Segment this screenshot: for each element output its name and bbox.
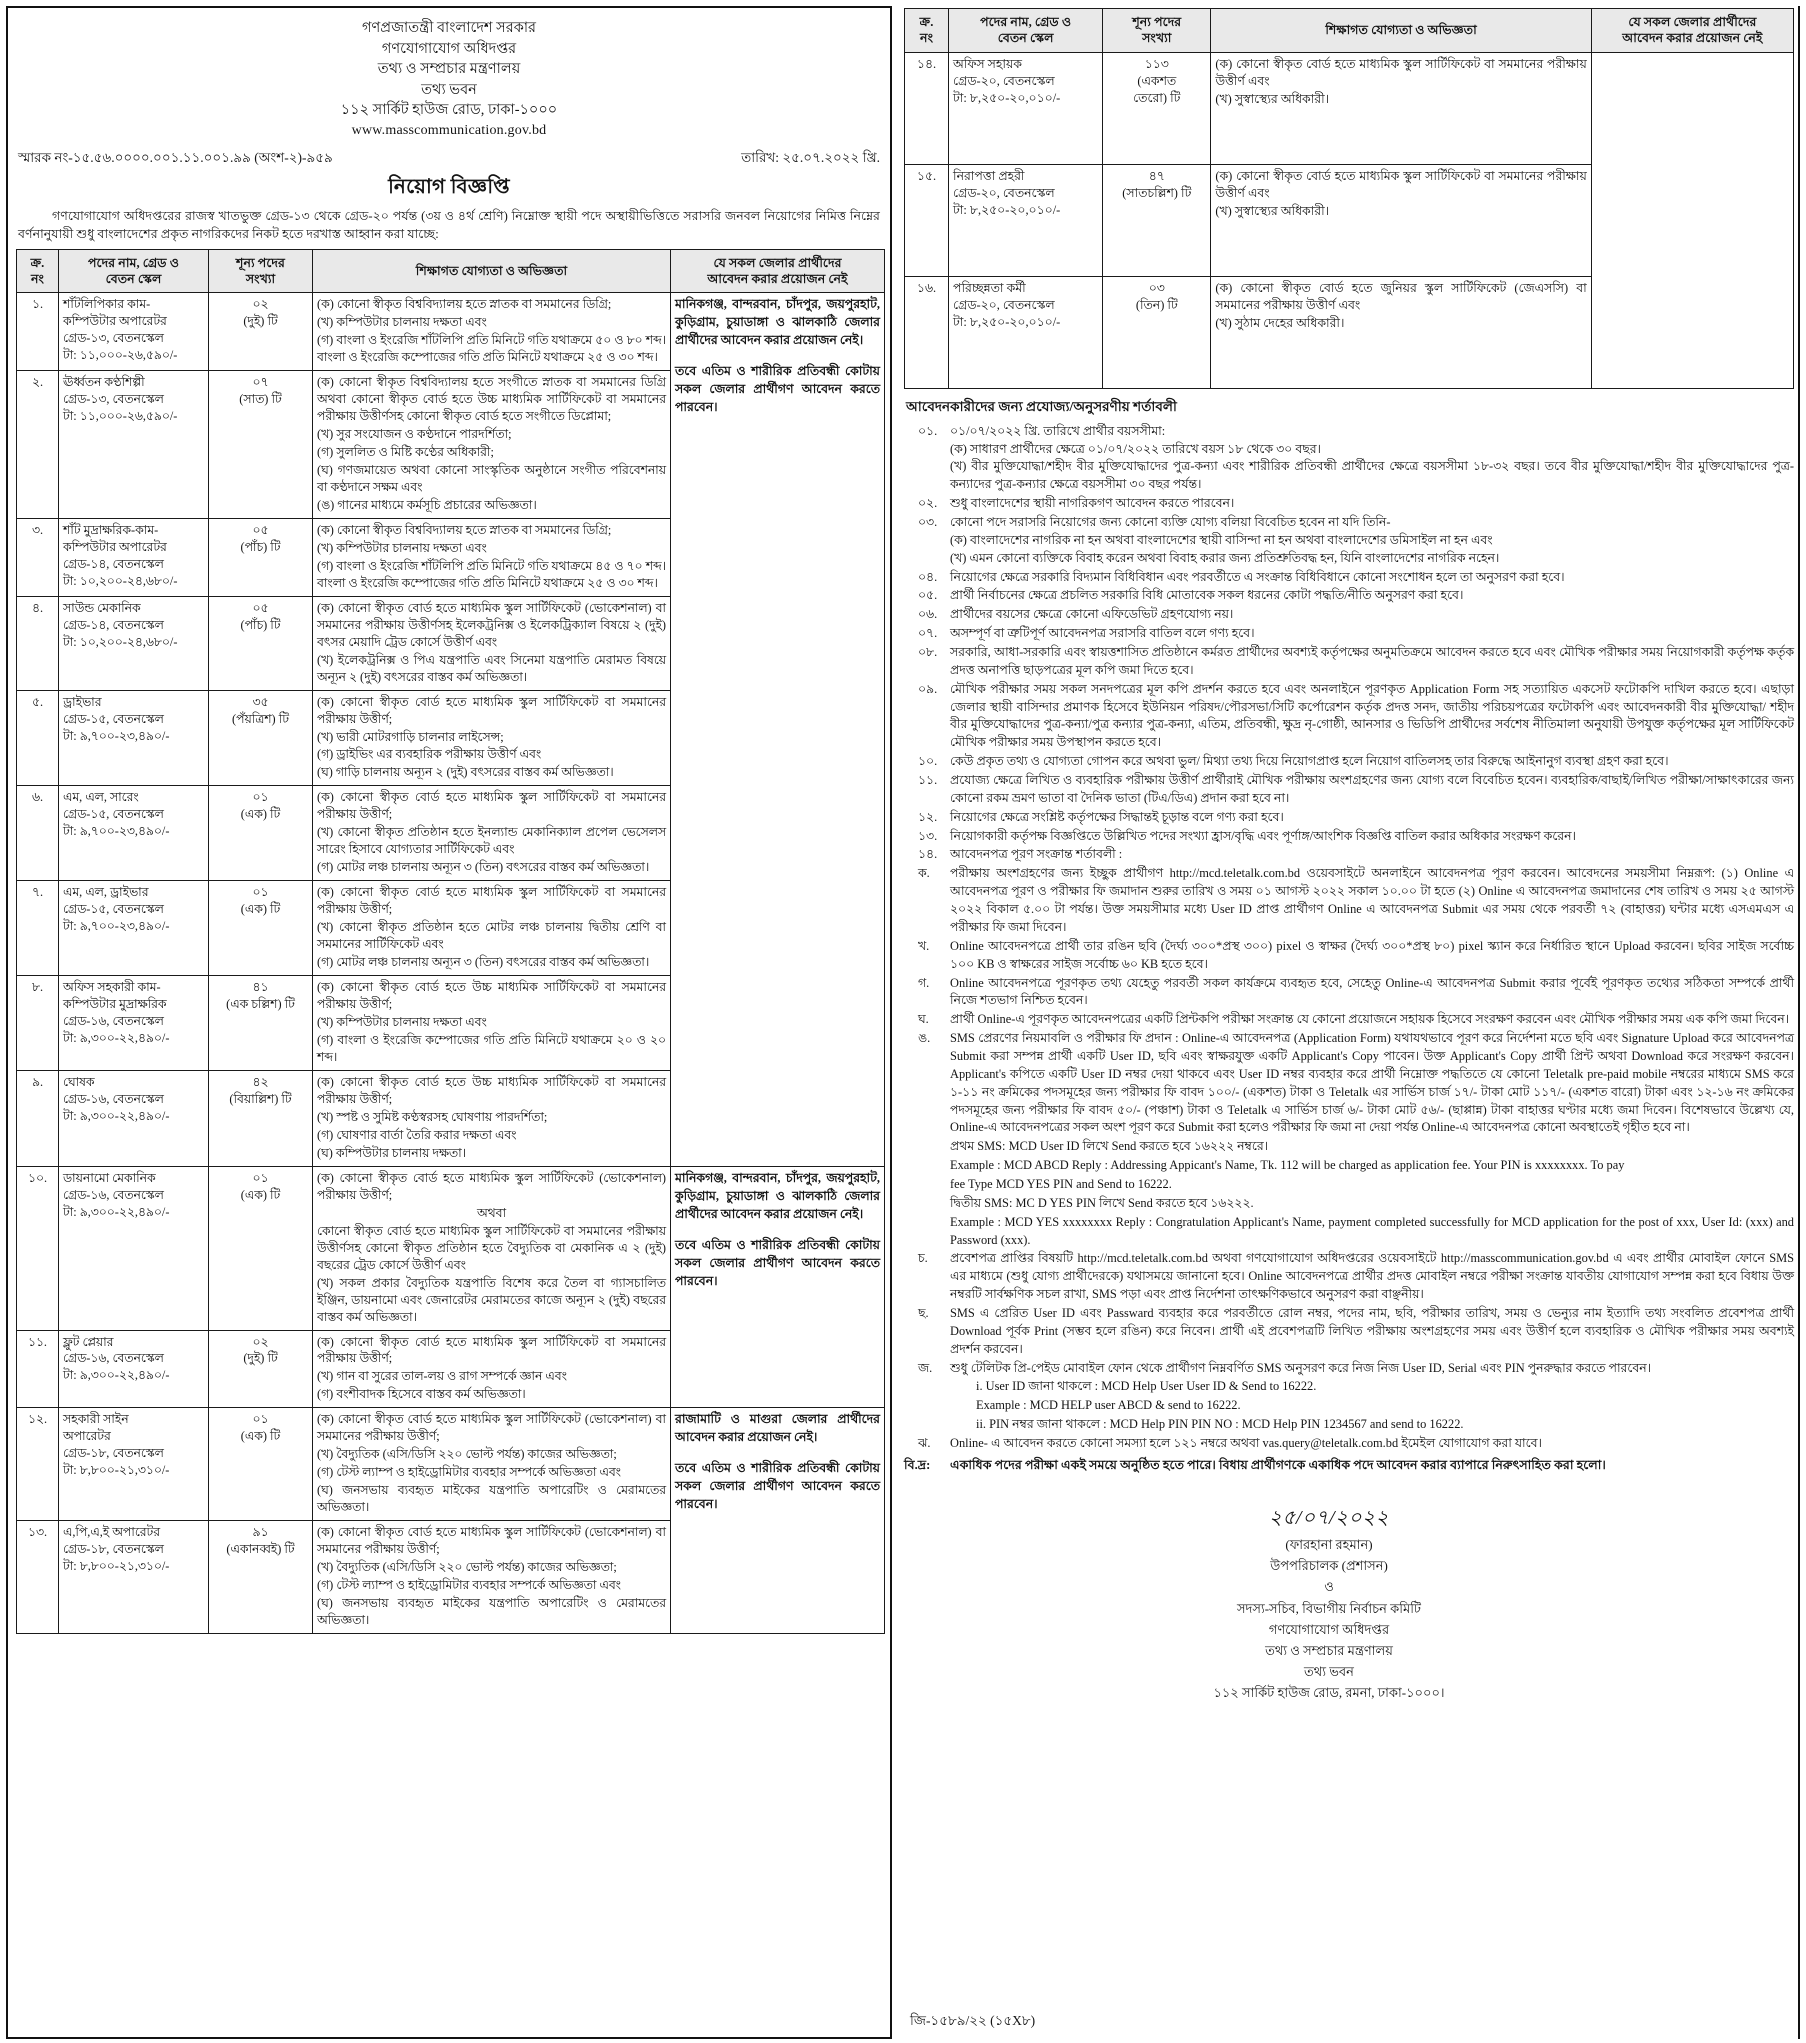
condition-paragraph: পরীক্ষায় অংশগ্রহণের জন্য ইচ্ছুক প্রার্থীগণ http://mcd.teletalk.com.bd ওয়েবসাইটে অনলাইনে আবেদনপত্র পূরণ করবেন। আবেদনের সময়সীমা নিম্নরূপ: (১) Online এ আবেদনপত্র পূরণ ও পরীক্ষার ফি জমাদান শুরুর তারিখ ও সময় ০১ আগস্ট ২০২২ সকাল ১০.০০ টা হতে (২) Online এ আবেদনপত্র জমাদানের শেষ তারিখ ও সময় ২৫ আগস্ট ২০২২ বিকাল ৫.০০ টা পর্যন্ত। উক্ত সময়সীমার মধ্যে User ID প্রাপ্ত প্রার্থীগণ Online এ আবেদনপত্র Submit এর সময় থেকে পরবর্তী ৭২ (বাহাত্তর) ঘন্টার মধ্যে এসএমএস এ পরীক্ষার ফি জমা দিবেন। [950,866,1794,934]
signatory-address: ১১২ সার্কিট হাউজ রোড, রমনা, ঢাকা-১০০০। [1213,1684,1445,1700]
district-note-extra: তবে এতিম ও শারীরিক প্রতিবন্ধী কোটায় সকল জেলার প্রার্থীগণ আবেদন করতে পারবেন। [675,1237,880,1288]
header-serial-r1: ক্র. [919,15,934,29]
condition-paragraph: কোনো পদে সরাসরি নিয়োগের জন্য কোনো ব্যক্তি যোগ্য বলিয়া বিবেচিত হবেন না যদি তিনি- [950,515,1391,530]
header-dist-line1: যে সকল জেলার প্রার্থীদের [713,255,842,270]
header-serial-right [905,9,949,53]
condition-item [904,495,1794,513]
letterhead-line-4: তথ্য ভবন [421,81,477,98]
cell-qualification: (ক) কোনো স্বীকৃত বিশ্ববিদ্যালয় হতে স্নাতক বা সমমানের ডিগ্রি; (খ) কম্পিউটার চালনায় দক্ষতা এবং (গ) বাংলা ও ইংরেজি শাঁটলিপি প্রতি মিনিটে গতি যথাক্রমে ৪৫ ও ৭০ শব্দ। বাংলা ও ইংরেজি কম্পোজের গতি প্রতি মিনিটে যথাক্রমে ২৫ ও ৩০ শব্দ। [313,518,671,596]
cell-post: ডায়নামো মেকানিক গ্রেড-১৬, বেতনস্কেল টা: ৯,৩০০-২২,৪৯০/- [59,1166,209,1330]
condition-paragraph: কেউ প্রকৃত তথ্য ও যোগ্যতা গোপন করে অথবা ভুল/ মিথ্যা তথ্য দিয়ে নিয়োগপ্রাপ্ত হলে নিয়োগ বাতিলসহ তার বিরুদ্ধে আইনানুগ ব্যবস্থা গ্রহণ করা হবে। [950,754,1669,769]
footnote-marker: বি.দ্র: [904,1457,931,1472]
cell-serial: ৮. [17,976,59,1071]
condition-text [950,606,1794,624]
cell-serial: ১৩. [17,1521,59,1634]
signatory-ministry: তথ্য ও সম্প্রচার মন্ত্রণালয় [1265,1642,1393,1658]
condition-text [950,681,1794,752]
condition-text [950,753,1794,771]
condition-marker: ০৩. [918,515,938,530]
header-post [59,249,209,293]
cell-vacancies: ০৫ (পাঁচ) টি [209,596,313,690]
table-row [17,1166,885,1330]
condition-marker: ১৪. [918,847,938,862]
sms-text: fee Type MCD YES PIN and Send to 16222. [950,1176,1172,1191]
condition-marker: ০১. [918,423,938,438]
condition-text [950,865,1794,936]
header-vacancies-right [1103,9,1211,53]
cell-post: শাঁট মুদ্রাক্ষরিক-কাম- কম্পিউটার অপারেটর গ্রেড-১৪, বেতনস্কেল টা: ১০,২০০-২৪,৬৮০/- [59,518,209,596]
condition-item [904,514,1794,568]
cell-qualification: (ক) কোনো স্বীকৃত বোর্ড হতে উচ্চ মাধ্যমিক সার্টিফিকেট বা সমমানের পরীক্ষায় উত্তীর্ণ; (খ) স্পষ্ট ও সুমিষ্ট কণ্ঠস্বরসহ ঘোষণায় পারদর্শিতা; (গ) ঘোষণার বার্তা তৈরি করার দক্ষতা এবং (ঘ) কম্পিউটার চালনায় দক্ষতা। [313,1070,671,1166]
condition-item [904,828,1794,846]
header-qualification-right: শিক্ষাগত যোগ্যতা ও অভিজ্ঞতা [1211,9,1591,53]
cell-qualification: (ক) কোনো স্বীকৃত বোর্ড হতে মাধ্যমিক স্কুল সার্টিফিকেট (ভোকেশনাল) বা সমমানের পরীক্ষায় উত্তীর্ণ; (খ) বৈদ্যুতিক (এসি/ডিসি ২২০ ভোল্ট পর্যন্ত) কাজের অভিজ্ঞতা; (গ) টেস্ট ল্যাম্প ও হাইড্রোমিটার ব্যবহার সম্পর্কে অভিজ্ঞতা এবং (ঘ) জনসভায় ব্যবহৃত মাইকের যন্ত্রপাতি অপারেটিং ও মেরামতের অভিজ্ঞতা। [313,1521,671,1634]
condition-paragraph: প্রার্থীদের বয়সের ক্ষেত্রে কোনো এফিডেভিট গ্রহণযোগ্য নয়। [950,607,1234,622]
district-note-extra: তবে এতিম ও শারীরিক প্রতিবন্ধী কোটায় সকল জেলার প্রার্থীগণ আবেদন করতে পারবেন। [675,364,880,415]
condition-paragraph: প্রবেশপত্র প্রাপ্তির বিষয়টি http://mcd.teletalk.com.bd অথবা গণযোগাযোগ অধিদপ্তরের ওয়েবসাইটে http://masscommunication.gov.bd এ এবং প্রার্থীর মোবাইল ফোনে SMS এর মাধ্যমে (শুধু যোগ্য প্রার্থীদেরকে) যথাসময়ে জানানো হবে। Online আবেদনপত্রে প্রার্থীর প্রদত্ত মোবাইল নম্বরে পরীক্ষা সংক্রান্ত যাবতীয় যোগাযোগ সম্পন্ন করা হবে বিধায় উক্ত নম্বরটি সার্বক্ষণিক সচল রাখা, SMS পড়া এবং প্রাপ্ত নির্দেশনা তাৎক্ষণিকভাবে অনুসরণ করা বাঞ্ছনীয়। [950,1251,1794,1302]
right-column [900,6,1800,2039]
cell-serial: ৪. [17,596,59,690]
condition-marker: ঝ. [918,1435,931,1450]
condition-item [904,975,1794,1011]
recovery-marker [904,1416,950,1434]
table-header-row-right [905,9,1794,53]
cell-qualification: (ক) কোনো স্বীকৃত বোর্ড হতে মাধ্যমিক স্কুল সার্টিফিকেট (ভোকেশনাল) পরীক্ষায় উত্তীর্ণ; অথবা কোনো স্বীকৃত বোর্ড হতে মাধ্যমিক স্কুল সার্টিফিকেট বা সমমানের পরীক্ষায় উত্তীর্ণসহ কোনো স্বীকৃত প্রতিষ্ঠান হতে বৈদ্যুতিক বা মেকানিক এ ২ (দুই) বছরের ট্রেড কোর্সে উত্তীর্ণ এবং (খ) সকল প্রকার বৈদ্যুতিক যন্ত্রপাতি বিশেষ করে তৈল বা গ্যাসচালিত ইঞ্জিন, ডায়নামো এবং জেনারেটর মেরামতের কাজে অন্যূন ২ (দুই) বছরের বাস্তব কর্ম অভিজ্ঞতা। [313,1166,671,1330]
signatory-role: সদস্য-সচিব, বিভাগীয় নির্বাচন কমিটি [1236,1600,1422,1616]
recovery-line [904,1397,1794,1415]
condition-text [950,846,1794,864]
condition-text [950,1030,1794,1137]
condition-text [950,828,1794,846]
cell-post: সাউন্ড মেকানিক গ্রেড-১৪, বেতনস্কেল টা: ১০,২০০-২৪,৬৮০/- [59,596,209,690]
cell-qualification: (ক) কোনো স্বীকৃত বিশ্ববিদ্যালয় হতে স্নাতক বা সমমানের ডিগ্রি; (খ) কম্পিউটার চালনায় দক্ষতা এবং (গ) বাংলা ও ইংরেজি শাঁটলিপি প্রতি মিনিটে গতি যথাক্রমে ৫০ ও ৮০ শব্দ। বাংলা ও ইংরেজি কম্পোজের গতি প্রতি মিনিটে যথাক্রমে ২৫ ও ৩০ শব্দ। [313,293,671,371]
cell-serial: ৬. [17,786,59,881]
condition-text [950,809,1794,827]
condition-marker: ১২. [918,809,938,824]
letterhead-website: www.masscommunication.gov.bd [351,122,547,138]
sms-line [904,1214,1794,1250]
condition-paragraph: Online- এ আবেদন করতে কোনো সমস্যা হলে ১২১ নম্বরে অথবা vas.query@teletalk.com.bd ইমেইল যোগাযোগ করা যাবে। [950,1435,1542,1450]
cell-qualification: (ক) কোনো স্বীকৃত বোর্ড হতে মাধ্যমিক স্কুল সার্টিফিকেট (ভোকেশনাল) বা সমমানের পরীক্ষায় উত্তীর্ণসহ ইলেকট্রনিক্স ও ইলেকট্রিক্যাল বিষয়ে ২ (দুই) বৎসর মেয়াদি ট্রেড কোর্সে উত্তীর্ণ এবং (খ) ইলেকট্রনিক্স ও পিএ যন্ত্রপাতি এবং সিনেমা যন্ত্রপাতি মেরামত বিষয়ে অন্যূন ২ (দুই) বৎসরের বাস্তব কর্ম অভিজ্ঞতা। [313,596,671,690]
condition-paragraph: Online আবেদনপত্রে পূরণকৃত তথ্য যেহেতু পরবর্তী সকল কার্যক্রমে ব্যবহৃত হবে, সেহেতু Online-এ আবেদনপত্র Submit করার পূর্বেই পূরণকৃত তথ্যের সঠিকতা সম্পর্কে প্রার্থী নিজে শতভাগ নিশ্চিত হবেন। [950,975,1794,1008]
recovery-text: Example : MCD HELP user ABCD & send to 16222. [976,1398,1241,1413]
header-vac-line2: সংখ্যা [245,271,276,286]
cell-serial: ১৫. [905,164,949,276]
recovery-marker [904,1397,950,1415]
condition-item [904,569,1794,587]
header-districts-right [1591,9,1793,53]
signatory-designation: উপপরিচালক (প্রশাসন) [1270,1558,1388,1574]
condition-marker: চ. [918,1251,928,1266]
condition-text [950,587,1794,605]
header-serial-line2: নং [31,271,44,286]
condition-item [904,625,1794,643]
condition-paragraph: নিয়োগের ক্ষেত্রে সংশ্লিষ্ট কর্তৃপক্ষের সিদ্ধান্তই চূড়ান্ত বলে গণ্য করা হবে। [950,809,1284,824]
condition-paragraph: (খ) বীর মুক্তিযোদ্ধা/শহীদ বীর মুক্তিযোদ্ধাদের পুত্র-কন্যা এবং শারীরিক প্রতিবন্ধী প্রার্থীদের ক্ষেত্রে বয়সসীমা ১৮-৩২ বছর। তবে বীর মুক্তিযোদ্ধা/শহীদ বীর মুক্তিযোদ্ধাদের পুত্র-কন্যাদের পুত্র-কন্যার ক্ষেত্রে বয়সসীমা ৩০ বছর পর্যন্ত। [950,459,1794,492]
header-post-line1: পদের নাম, গ্রেড ও [88,255,179,270]
recovery-line [904,1378,1794,1396]
memo-number: স্মারক নং-১৫.৫৬.০০০০.০০১.১১.০০১.৯৯ (অংশ-২)-৯৫৯ [18,149,333,165]
district-note: রাজামাটি ও মাগুরা জেলার প্রার্থীদের আবেদন করার প্রয়োজন নেই। [675,1412,880,1445]
condition-marker: ০৭. [918,626,938,641]
cell-districts [671,293,885,1167]
cell-serial: ৫. [17,690,59,786]
sms-text: Example : MCD YES xxxxxxxx Reply : Congratulation Applicant's Name, payment completed successfully for MCD application for the post of xxx, User Id: (xxx) and Password (xxx). [950,1214,1794,1247]
condition-paragraph: Online আবেদনপত্রে প্রার্থী তার রঙিন ছবি (দৈর্ঘ্য ৩০০*প্রস্থ ৩০০) pixel ও স্বাক্ষর (দৈর্ঘ্য ৩০০*প্রস্থ ৮০) pixel স্ক্যান করে নির্ধারিত স্থানে Upload করবেন। ছবির সাইজ সর্বোচ্চ ১০০ KB ও স্বাক্ষরের সাইজ সর্বোচ্চ ৬০ KB হতে হবে। [950,938,1794,971]
header-vac-r2: সংখ্যা [1142,31,1172,46]
condition-item [904,938,1794,974]
condition-marker: ০৮. [918,645,938,660]
cell-serial: ১. [17,293,59,371]
sms-text: দ্বিতীয় SMS: MC D YES PIN লিখে Send করতে হবে ১৬২২২. [950,1195,1254,1210]
header-post-right [949,9,1103,53]
header-vac-r1: শূন্য পদের [1132,15,1182,29]
condition-text [950,625,1794,643]
footnote-text: একাধিক পদের পরীক্ষা একই সময়ে অনুষ্ঠিত হতে পারে। বিধায় প্রার্থীগণকে একাধিক পদে আবেদন করার ব্যাপারে নিরুৎসাহিত করা হলো। [950,1457,1606,1472]
cell-vacancies: ০৫ (পাঁচ) টি [209,518,313,596]
condition-paragraph: নিয়োগকারী কর্তৃপক্ষ বিজ্ঞপ্তিতে উল্লিখিত পদের সংখ্যা হ্রাস/বৃদ্ধি এবং পূর্ণাঙ্গ/আংশিক বিজ্ঞপ্তি বাতিল করার অধিকার সংরক্ষণ করেন। [950,828,1576,843]
table-row [17,293,885,371]
cell-serial: ১০. [17,1166,59,1330]
cell-qualification: (ক) কোনো স্বীকৃত বোর্ড হতে মাধ্যমিক স্কুল সার্টিফিকেট বা সমমানের পরীক্ষায় উত্তীর্ণ; (খ) কোনো স্বীকৃত প্রতিষ্ঠান হতে মোটর লঞ্চ চালনায় দ্বিতীয় শ্রেণি বা সমমানের সার্টিফিকেট এবং (গ) মোটর লঞ্চ চালনায় অন্যূন ৩ (তিন) বৎসরের বাস্তব কর্ম অভিজ্ঞতা। [313,881,671,976]
condition-marker: ০২. [918,496,938,511]
cell-serial: ২. [17,371,59,519]
cell-serial: ১২. [17,1408,59,1521]
condition-item [904,865,1794,936]
condition-paragraph: ০১/০৭/২০২২ খ্রি. তারিখে প্রার্থীর বয়সসীমা: [950,423,1166,438]
condition-text [950,1435,1794,1453]
cell-serial: ১৬. [905,276,949,388]
condition-marker: খ. [918,938,930,953]
sms-line [904,1138,1794,1156]
intro-paragraph: গণযোগাযোগ অধিদপ্তরের রাজস্ব খাতভুক্ত গ্রেড-১৩ থেকে গ্রেড-২০ পর্যন্ত (৩য় ও ৪র্থ শ্রেণি) নিম্নোক্ত স্থায়ী পদে অস্থায়ীভিত্তিতে সরাসরি জনবল নিয়োগের নিমিত্ত নিম্নের বর্ণনানুযায়ী শুধু বাংলাদেশের প্রকৃত নাগরিকদের নিকট হতে দরখাস্ত আহ্বান করা যাচ্ছে: [18,208,880,241]
condition-marker: ০৬. [918,607,938,622]
left-column [6,6,892,2039]
condition-paragraph: অসম্পূর্ণ বা ত্রুটিপূর্ণ আবেদনপত্র সরাসরি বাতিল বলে গণ্য হবে। [950,626,1255,641]
condition-item [904,423,1794,494]
header-post-r1: পদের নাম, গ্রেড ও [980,15,1072,29]
cell-post: ঊর্ধ্বতন কণ্ঠশিল্পী গ্রেড-১৩, বেতনস্কেল টা: ১১,০০০-২৬,৫৯০/- [59,371,209,519]
cell-vacancies: ০১ (এক) টি [209,1408,313,1521]
condition-marker: ঘ. [918,1012,929,1027]
letterhead [16,14,882,141]
letterhead-line-1: গণপ্রজাতন্ত্রী বাংলাদেশ সরকার [361,20,537,36]
signatory-org: গণযোগাযোগ অধিদপ্তর [1268,1621,1390,1637]
condition-marker: ১১. [918,773,938,788]
condition-item [904,753,1794,771]
cell-qualification: (ক) কোনো স্বীকৃত বোর্ড হতে মাধ্যমিক স্কুল সার্টিফিকেট বা সমমানের পরীক্ষায় উত্তীর্ণ এবং (খ) সুস্বাস্থ্যের অধিকারী। [1211,52,1591,164]
recovery-instructions [904,1378,1794,1434]
condition-marker: ছ. [918,1305,929,1320]
condition-paragraph: (খ) এমন কোনো ব্যক্তিকে বিবাহ করেন অথবা বিবাহ করার জন্য প্রতিশ্রুতিবদ্ধ হন, যিনি বাংলাদেশের নাগরিক নহেন। [950,550,1500,565]
condition-marker: ১৩. [918,828,938,843]
condition-paragraph: আবেদনপত্র পূরণ সংক্রান্ত শর্তাবলী : [950,847,1123,862]
district-note: মানিকগঞ্জ, বান্দরবান, চাঁদপুর, জয়পুরহাট, কুড়িগ্রাম, চুয়াডাঙ্গা ও ঝালকাঠি জেলার প্রার্থীদের আবেদন করার প্রয়োজন নেই। [675,1170,880,1221]
condition-paragraph: সরকারি, আধা-সরকারি এবং স্বায়ত্তশাসিত প্রতিষ্ঠানে কর্মরত প্রার্থীদের অবশ্যই কর্তৃপক্ষের অনুমতিক্রমে আবেদন করতে হবে এবং মৌখিক পরীক্ষার সময় নিয়োগকারী কর্তৃপক্ষ কর্তৃক প্রদত্ত অনাপত্তি ছাড়পত্রের মূল কপি জমা দিতে হবে। [950,645,1794,677]
signature-area [904,1502,1794,1703]
condition-paragraph: প্রযোজ্য ক্ষেত্রে লিখিত ও ব্যবহারিক পরীক্ষায় উত্তীর্ণ প্রার্থীরাই মৌখিক পরীক্ষায় অংশগ্রহণের জন্য যোগ্য বলে বিবেচিত হবেন। ব্যবহারিক/বাছাই/লিখিত পরীক্ষা/সাক্ষাৎকারের জন্য কোনো রকম ভ্রমণ ভাতা বা দৈনিক ভাতা (টিএ/ডিএ) প্রদান করা হবে না। [950,773,1794,805]
condition-marker: ১০. [918,754,938,769]
cell-serial: ১৪. [905,52,949,164]
header-serial [17,249,59,293]
cell-qualification: (ক) কোনো স্বীকৃত বোর্ড হতে মাধ্যমিক স্কুল সার্টিফিকেট বা সমমানের পরীক্ষায় উত্তীর্ণ; (খ) গান বা সুরের তাল-লয় ও রাগ সম্পর্কে জ্ঞান এবং (গ) বংশীবাদক হিসেবে বাস্তব কর্ম অভিজ্ঞতা। [313,1330,671,1408]
cell-vacancies: ৪২ (বিয়াল্লিশ) টি [209,1070,313,1166]
condition-marker: ০৪. [918,569,938,584]
memo-row [16,147,882,170]
page-title: নিয়োগ বিজ্ঞপ্তি [388,175,510,198]
recovery-line [904,1416,1794,1434]
cell-post: অফিস সহায়ক গ্রেড-২০, বেতনস্কেল টা: ৮,২৫০-২০,০১০/- [949,52,1103,164]
district-note-extra: তবে এতিম ও শারীরিক প্রতিবন্ধী কোটায় সকল জেলার প্রার্থীগণ আবেদন করতে পারবেন। [675,1461,880,1512]
cell-post: এম, এল, ড্রাইভার গ্রেড-১৫, বেতনস্কেল টা: ৯,৭০০-২৩,৪৯০/- [59,881,209,976]
signature-block [1213,1502,1444,1703]
cell-vacancies: ০১ (এক) টি [209,786,313,881]
district-note: মানিকগঞ্জ, বান্দরবান, চাঁদপুর, জয়পুরহাট, কুড়িগ্রাম, চুয়াডাঙ্গা ও ঝালকাঠি জেলার প্রার্থীদের আবেদন করার প্রয়োজন নেই। [675,297,880,348]
condition-paragraph: SMS প্রেরণের নিয়মাবলি ও পরীক্ষার ফি প্রদান : Online-এ আবেদনপত্র (Application Form) যথাযথভাবে পূরণ করে নির্দেশনা মতে ছবি এবং Signature Upload করে আবেদনপত্র Submit করা সম্পন্ন প্রার্থী একটি User ID, ছবি এবং স্বাক্ষরযুক্ত একটি Applicant's Copy পাবেন। উক্ত Applicant's Copy প্রার্থী প্রিন্ট অথবা Download করে সংরক্ষণ করবেন। Applicant's কপিতে একটি User ID নম্বর দেয়া থাকবে এবং User ID নম্বর ব্যবহার করে প্রার্থী নিম্নোক্ত পদ্ধতিতে যে কোনো Teletalk pre-paid mobile নম্বরের মাধ্যমে SMS করে ১-১১ নং ক্রমিকের পদসমূহের জন্য পরীক্ষার ফি বাবদ ১০০/- (একশত) টাকা ও Teletalk এর সার্ভিস চার্জ ১৭/- টাকা মোট ১১৭/- (একশত বারো) টাকা এবং ১২-১৬ নং ক্রমিকের পদসমূহের জন্য পরীক্ষার ফি বাবদ ৫০/- (পঞ্চাশ) টাকা ও Teletalk এ সার্ভিস চার্জ ৬/- টাকা মোট ৫৬/- (ছাপ্পান্ন) টাকা বাহাত্তর ঘণ্টার মধ্যে জমা দিবেন। বিশেষভাবে উল্লেখ্য যে, Online-এ আবেদনপত্রের সকল অংশ পূরণ করে Submit করা হলেও পরীক্ষার ফি জমা না দেয়া পর্যন্ত Online-এ আবেদনপত্র কোনো অবস্থাতেই গৃহীত হবে না। [950,1031,1794,1135]
condition-text [950,423,1794,494]
cell-post: অফিস সহকারী কাম- কম্পিউটার মুদ্রাক্ষরিক গ্রেড-১৬, বেতনস্কেল টা: ৯,৩০০-২২,৪৯০/- [59,976,209,1071]
cell-districts [671,1408,885,1634]
header-qualification: শিক্ষাগত যোগ্যতা ও অভিজ্ঞতা [313,249,671,293]
condition-item [904,681,1794,752]
table-header-row [17,249,885,293]
memo-date: তারিখ: ২৫.০৭.২০২২ খ্রি. [741,149,880,165]
sms-line [904,1195,1794,1213]
condition-paragraph: প্রার্থী নির্বাচনের ক্ষেত্রে প্রচলিত সরকারি বিধি মোতাবেক সকল ধরনের কোটা পদ্ধতি/নীতি অনুসরণ করা হবে। [950,588,1464,603]
cell-vacancies: ৯১ (একানব্বই) টি [209,1521,313,1634]
cell-qualification: (ক) কোনো স্বীকৃত বোর্ড হতে মাধ্যমিক স্কুল সার্টিফিকেট বা সমমানের পরীক্ষায় উত্তীর্ণ এবং (খ) সুস্বাস্থ্যের অধিকারী। [1211,164,1591,276]
condition-marker: ক. [918,866,930,881]
condition-item [904,772,1794,808]
cell-vacancies: ০১ (এক) টি [209,881,313,976]
condition-text [950,495,1794,513]
cell-post: পরিচ্ছন্নতা কর্মী গ্রেড-২০, বেতনস্কেল টা: ৮,২৫০-২০,০১০/- [949,276,1103,388]
letterhead-line-5: ১১২ সার্কিট হাউজ রোড, ঢাকা-১০০০ [340,102,558,119]
header-districts [671,249,885,293]
cell-serial: ৩. [17,518,59,596]
header-vacancies [209,249,313,293]
condition-marker: জ. [918,1360,933,1375]
letterhead-line-2: গণযোগাযোগ অধিদপ্তর [381,40,517,57]
condition-text [950,514,1794,568]
cell-qualification: (ক) কোনো স্বীকৃত বোর্ড হতে মাধ্যমিক স্কুল সার্টিফিকেট বা সমমানের পরীক্ষায় উত্তীর্ণ; (খ) কোনো স্বীকৃত প্রতিষ্ঠান হতে ইনল্যান্ড মেকানিক্যাল প্রপেল ভেসেলস সারেং হিসাবে যোগ্যতার সার্টিফিকেট এবং (গ) মোটর লঞ্চ চালনায় অন্যূন ৩ (তিন) বৎসরের বাস্তব কর্ম অভিজ্ঞতা। [313,786,671,881]
sms-text: প্রথম SMS: MCD User ID লিখে Send করতে হবে ১৬২২২ নম্বরে। [950,1139,1269,1154]
cell-post: এ,পি,এ,ই অপারেটর গ্রেড-১৮, বেতনস্কেল টা: ৮,৮০০-২১,৩১০/- [59,1521,209,1634]
sms-instructions-block [904,1138,1794,1249]
cell-qualification: (ক) কোনো স্বীকৃত বোর্ড হতে উচ্চ মাধ্যমিক সার্টিফিকেট বা সমমানের পরীক্ষায় উত্তীর্ণ; (খ) কম্পিউটার চালনায় দক্ষতা এবং (গ) বাংলা ও ইংরেজি কম্পোজের গতি প্রতি মিনিটে যথাক্রমে ২০ ও ২০ শব্দ। [313,976,671,1071]
header-vac-line1: শূন্য পদের [236,255,285,270]
sms-text: Example : MCD ABCD Reply : Addressing Appicant's Name, Tk. 112 will be charged as application fee. Your PIN is xxxxxxxx. To pay [950,1158,1625,1173]
cell-post: এম, এল, সারেং গ্রেড-১৫, বেতনস্কেল টা: ৯,৭০০-২৩,৪৯০/- [59,786,209,881]
condition-item [904,1435,1794,1453]
condition-text [950,938,1794,974]
cell-qualification: (ক) কোনো স্বীকৃত বোর্ড হতে জুনিয়র স্কুল সার্টিফিকেট (জেএসসি) বা সমমানের পরীক্ষায় উত্তীর্ণ এবং (খ) সুঠাম দেহের অধিকারী। [1211,276,1591,388]
cell-vacancies: ৩৫ (পঁয়ত্রিশ) টি [209,690,313,786]
conditions-list-3 [904,1435,1794,1453]
condition-text [950,569,1794,587]
condition-marker: ঙ. [918,1031,931,1046]
header-serial-r2: নং [920,31,933,46]
recovery-text: ii. PIN নম্বর জানা থাকলে : MCD Help PIN PIN NO : MCD Help PIN 1234567 and send to 16222. [976,1417,1464,1432]
sms-marker [904,1214,950,1250]
condition-paragraph: SMS এ প্রেরিত User ID এবং Passward ব্যবহার করে পরবর্তীতে রোল নম্বর, পদের নাম, ছবি, পরীক্ষার তারিখ, সময় ও ভেন্যুর নাম ইত্যাদি তথ্য সংবলিত প্রবেশপত্র প্রার্থী Download পূর্বক Print (সম্ভব হলে রঙিন) করে নিবেন। প্রার্থী এই প্রবেশপত্রটি লিখিত পরীক্ষায় অংশগ্রহণের সময় এবং উত্তীর্ণ হলে ব্যবহারিক ও মৌখিক পরীক্ষার সময় অবশ্যই প্রদর্শন করবেন। [950,1305,1794,1356]
footnote-row [904,1456,1794,1474]
signatory-name: (ফারহানা রহমান) [1285,1537,1373,1553]
condition-text [950,1305,1794,1359]
header-post-line2: বেতন স্কেল [105,271,162,286]
condition-item [904,1011,1794,1029]
cell-vacancies: ৪৭ (সাতচল্লিশ) টি [1103,164,1211,276]
cell-vacancies: ৪১ (এক চল্লিশ) টি [209,976,313,1071]
condition-item [904,1360,1794,1378]
condition-marker: গ. [918,975,930,990]
header-serial-line1: ক্র. [30,255,45,270]
condition-text [950,1011,1794,1029]
sms-line [904,1157,1794,1175]
condition-marker: ০৫. [918,588,938,603]
sms-marker [904,1176,950,1194]
header-dist-r1: যে সকল জেলার প্রার্থীদের [1628,15,1757,29]
cell-post: সহকারী সাইন অপারেটর গ্রেড-১৮, বেতনস্কেল টা: ৮,৮০০-২১,৩১০/- [59,1408,209,1521]
footer-code: জি-১৫৮৯/২২ (১৫X৮) [910,2013,1036,2028]
cell-qualification: (ক) কোনো স্বীকৃত বিশ্ববিদ্যালয় হতে সংগীতে স্নাতক বা সমমানের ডিগ্রি অথবা কোনো স্বীকৃত বোর্ড হতে উচ্চ মাধ্যমিক সার্টিফিকেট বা সমমানের পরীক্ষায় উত্তীর্ণসহ কোনো স্বীকৃত বোর্ড হতে সংগীতে ডিপ্লোমা; (খ) সুর সংযোজন ও কণ্ঠদানে পারদর্শিতা; (গ) সুললিত ও মিষ্টি কণ্ঠের অধিকারী; (ঘ) গণজমায়েত অথবা কোনো সাংস্কৃতিক অনুষ্ঠানে সংগীত পরিবেশনায় বা কণ্ঠদানে সক্ষম এবং (ঙ) গানের মাধ্যমে কর্মসূচি প্রচারের অভিজ্ঞতা। [313,371,671,519]
condition-text [950,1250,1794,1304]
condition-item [904,1250,1794,1304]
sms-marker [904,1157,950,1175]
table-row [905,52,1794,164]
recovery-marker [904,1378,950,1396]
cell-qualification: (ক) কোনো স্বীকৃত বোর্ড হতে মাধ্যমিক স্কুল সার্টিফিকেট (ভোকেশনাল) বা সমমানের পরীক্ষায় উত্তীর্ণ; (খ) বৈদ্যুতিক (এসি/ডিসি ২২০ ভোল্ট পর্যন্ত) কাজের অভিজ্ঞতা; (গ) টেস্ট ল্যাম্প ও হাইড্রোমিটার ব্যবহার সম্পর্কে অভিজ্ঞতা এবং (ঘ) জনসভায় ব্যবহৃত মাইকের যন্ত্রপাতি অপারেটিং ও মেরামতের অভিজ্ঞতা। [313,1408,671,1521]
cell-post: ফ্লুট প্লেয়ার গ্রেড-১৬, বেতনস্কেল টা: ৯,৩০০-২২,৪৯০/- [59,1330,209,1408]
cell-post: নিরাপত্তা প্রহরী গ্রেড-২০, বেতনস্কেল টা: ৮,২৫০-২০,০১০/- [949,164,1103,276]
conditions-list [904,423,1794,1138]
job-table-right [904,8,1794,389]
header-dist-r2: আবেদন করার প্রয়োজন নেই [1622,31,1763,46]
condition-item [904,1030,1794,1137]
cell-vacancies: ০২ (দুই) টি [209,1330,313,1408]
cell-post: শাঁটলিপিকার কাম- কম্পিউটার অপারেটর গ্রেড-১৩, বেতনস্কেল টা: ১১,০০০-২৬,৫৯০/- [59,293,209,371]
sms-marker [904,1195,950,1213]
conditions-title: আবেদনকারীদের জন্য প্রযোজ্য/অনুসরণীয় শর্তাবলী [906,398,1177,414]
condition-paragraph: শুধু টেলিটক প্রি-পেইড মোবাইল ফোন থেকে প্রার্থীগণ নিম্নবর্ণিত SMS অনুসরণ করে নিজ নিজ User ID, Serial এবং PIN পুনরুদ্ধার করতে পারবেন। [950,1360,1652,1375]
header-dist-line2: আবেদন করার প্রয়োজন নেই [707,271,848,286]
conditions-list-2 [904,1250,1794,1377]
condition-item [904,809,1794,827]
condition-text [950,772,1794,808]
cell-vacancies: ১১৩ (একশত তেরো) টি [1103,52,1211,164]
condition-paragraph: (ক) সাধারণ প্রার্থীদের ক্ষেত্রে ০১/০৭/২০২২ তারিখে বয়স ১৮ থেকে ৩০ বছর। [950,441,1321,456]
cell-districts [1591,52,1793,388]
condition-text [950,1360,1794,1378]
condition-marker: ০৯. [918,681,938,696]
condition-item [904,846,1794,864]
cell-vacancies: ০১ (এক) টি [209,1166,313,1330]
condition-item [904,587,1794,605]
header-post-r2: বেতন স্কেল [997,31,1054,46]
cell-serial: ৭. [17,881,59,976]
signatory-and: ও [1324,1579,1334,1595]
condition-item [904,606,1794,624]
cell-post: ড্রাইভার গ্রেড-১৫, বেতনস্কেল টা: ৯,৭০০-২৩,৪৯০/- [59,690,209,786]
letterhead-line-3: তথ্য ও সম্প্রচার মন্ত্রণালয় [377,61,521,78]
signatory-building: তথ্য ভবন [1304,1663,1354,1679]
table-row [17,1408,885,1521]
condition-text [950,975,1794,1011]
condition-paragraph: প্রার্থী Online-এ পূরণকৃত আবেদনপত্রের একটি প্রিন্টকপি পরীক্ষা সংক্রান্ত যে কোনো প্রয়োজনে সহায়ক হিসেবে সংরক্ষণ করবেন এবং মৌখিক পরীক্ষার সময় এক কপি জমা দিবেন। [950,1012,1790,1027]
condition-item [904,644,1794,680]
cell-serial: ১১. [17,1330,59,1408]
cell-serial: ৯. [17,1070,59,1166]
condition-text [950,644,1794,680]
condition-paragraph: নিয়োগের ক্ষেত্রে সরকারি বিদ্যমান বিধিবিধান এবং পরবর্তীতে এ সংক্রান্ত বিধিবিধানে কোনো সংশোধন হলে তা অনুসরণ করা হবে। [950,569,1565,584]
signature-scribble: ২৫/০৭/২০২২ [1268,1506,1390,1529]
sms-marker [904,1138,950,1156]
recovery-text: i. User ID জানা থাকলে : MCD Help User User ID & Send to 16222. [976,1379,1317,1394]
cell-qualification: (ক) কোনো স্বীকৃত বোর্ড হতে মাধ্যমিক স্কুল সার্টিফিকেট বা সমমানের পরীক্ষায় উত্তীর্ণ; (খ) ভারী মোটরগাড়ি চালনার লাইসেন্স; (গ) ড্রাইভিং এর ব্যবহারিক পরীক্ষায় উত্তীর্ণ এবং (ঘ) গাড়ি চালনায় অন্যূন ২ (দুই) বৎসরের বাস্তব কর্ম অভিজ্ঞতা। [313,690,671,786]
condition-paragraph: শুধু বাংলাদেশের স্থায়ী নাগরিকগণ আবেদন করতে পারবেন। [950,496,1235,511]
job-table-left [16,249,885,1635]
condition-paragraph: মৌখিক পরীক্ষার সময় সকল সনদপত্রের মূল কপি প্রদর্শন করতে হবে এবং অনলাইনে পূরণকৃত Application Form সহ সত্যায়িত একসেট ফটোকপি দাখিল করতে হবে। এছাড়া জেলার স্থায়ী বাসিন্দার প্রমাণক হিসেবে ইউনিয়ন পরিষদ/পৌরসভা/সিটি কর্পোরেশন কর্তৃক প্রদত্ত সনদ, জাতীয় পরিচয়পত্রের ফটোকপি এবং আবেদনকারী বীর মুক্তিযোদ্ধা/ শহীদ বীর মুক্তিযোদ্ধাদের পুত্র-কন্যা/পুত্র কন্যার পুত্র-কন্যা, এতিম, প্রতিবন্ধী, ক্ষুদ্র নৃ-গোষ্ঠী, আনসার ও ভিডিপি প্রার্থীদের সর্বশেষ নীতিমালা অনুযায়ী উপযুক্ত কর্তৃপক্ষের মূল সার্টিফিকেট মৌখিক পরীক্ষার সময় উপস্থাপন করতে হবে। [950,681,1794,750]
sms-line [904,1176,1794,1194]
cell-vacancies: ০৩ (তিন) টি [1103,276,1211,388]
condition-item [904,1305,1794,1359]
cell-vacancies: ০৭ (সাত) টি [209,371,313,519]
cell-post: ঘোষক গ্রেড-১৬, বেতনস্কেল টা: ৯,৩০০-২২,৪৯০/- [59,1070,209,1166]
condition-paragraph: (ক) বাংলাদেশের নাগরিক না হন অথবা বাংলাদেশের স্থায়ী বাসিন্দা না হন অথবা বাংলাদেশের ডমিসাইল না হন এবং [950,532,1493,547]
cell-vacancies: ০২ (দুই) টি [209,293,313,371]
cell-districts [671,1166,885,1408]
